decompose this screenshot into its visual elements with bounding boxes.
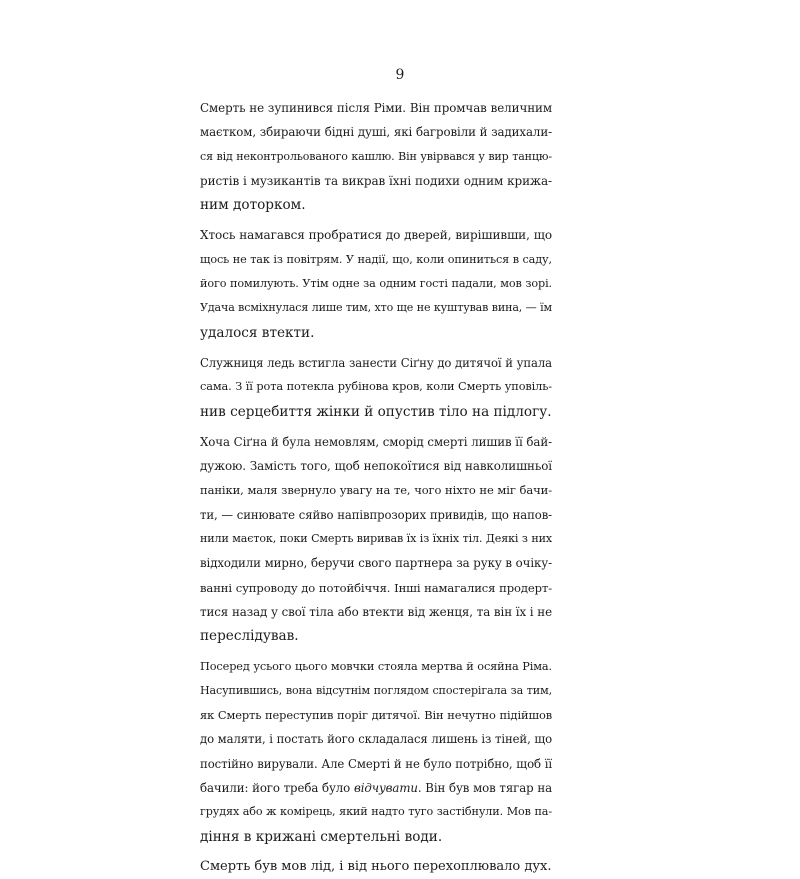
- text-line: удалося втекти.: [200, 324, 315, 341]
- paragraph-3: [200, 351, 552, 424]
- text-line: сама. З її рота потекла рубінова кров, коли Смерть уповіль-: [200, 380, 552, 394]
- text-line: Хоча Сіґна й була немовлям, сморід смерті лишив її бай-: [200, 434, 552, 449]
- text-line: ся від неконтрольованого кашлю. Він увірвався у вир танцю-: [200, 149, 552, 163]
- page-number: 9: [395, 67, 405, 83]
- text-line: дужою. Замість того, щоб непокоїтися від навколишньої: [200, 459, 552, 474]
- text-line: ти, — синювате сяйво напівпрозорих привидів, що напов-: [200, 507, 552, 522]
- text-line: Посеред усього цього мовчки стояла мертва й осяйна Ріма.: [200, 659, 552, 673]
- text-line: грудях або ж комірець, який надто туго застібнули. Мов па-: [200, 805, 552, 819]
- text-line: Смерть був мов лід, і від нього перехоплювало дух.: [200, 858, 552, 874]
- text-line: постійно вирували. Але Смерті й не було потрібно, щоб її: [200, 756, 552, 771]
- text-line: паніки, маля звернуло увагу на те, чого ніхто не міг бачи-: [200, 483, 552, 498]
- text-line: діння в крижані смертельні води.: [200, 828, 443, 845]
- text-line: Смерть не зупинився після Ріми. Він промчав величним: [200, 101, 552, 115]
- text-line: тися назад у свої тіла або втекти від женця, та він їх і не: [200, 604, 552, 619]
- text-line: Хтось намагався пробратися до дверей, вирішивши, що: [200, 228, 552, 243]
- paragraph-4: [200, 430, 552, 649]
- text-line: ристів і музикантів та викрав їхні подихи одним крижа-: [200, 173, 552, 188]
- text-segment: . Він був мов тягар на: [417, 781, 552, 796]
- paragraph-6: [200, 855, 552, 879]
- text-line: Удача всміхнулася лише тим, хто ще не куштував вина, — їм: [200, 301, 552, 315]
- text-line: його помилують. Утім одне за одним гості падали, мов зорі.: [200, 277, 552, 291]
- text-line: до маляти, і постать його складалася лишень із тіней, що: [200, 732, 552, 747]
- paragraph-2: [200, 223, 552, 344]
- text-line: відходили мирно, беручи свого партнера за руку в очіку-: [200, 556, 552, 571]
- text-line-with-italic: [200, 776, 552, 800]
- text-line: ним доторком.: [200, 197, 306, 214]
- text-line: Насупившись, вона відсутнім поглядом спостерігала за тим,: [200, 683, 552, 697]
- text-segment: бачили: його треба було: [200, 781, 351, 796]
- text-line: щось не так із повітрям. У надії, що, коли опиниться в саду,: [200, 252, 552, 266]
- text-line: переслідував.: [200, 628, 299, 645]
- text-line: ванні супроводу до потойбіччя. Інші намагалися продерт-: [200, 580, 552, 595]
- text-line: маєтком, збираючи бідні душі, які багровіли й задихали-: [200, 125, 552, 140]
- italic-word: відчувати: [353, 781, 418, 796]
- text-line: як Смерть переступив поріг дитячої. Він нечутно підійшов: [200, 708, 552, 723]
- text-block: [200, 96, 552, 879]
- text-line: Служниця ледь встигла занести Сіґну до дитячої й упала: [200, 355, 552, 370]
- paragraph-5: [200, 655, 552, 849]
- text-line: нили маєток, поки Смерть виривав їх із їхніх тіл. Деякі з них: [200, 532, 552, 546]
- paragraph-1: [200, 96, 552, 217]
- text-line: нив серцебиття жінки й опустив тіло на підлогу.: [200, 403, 552, 420]
